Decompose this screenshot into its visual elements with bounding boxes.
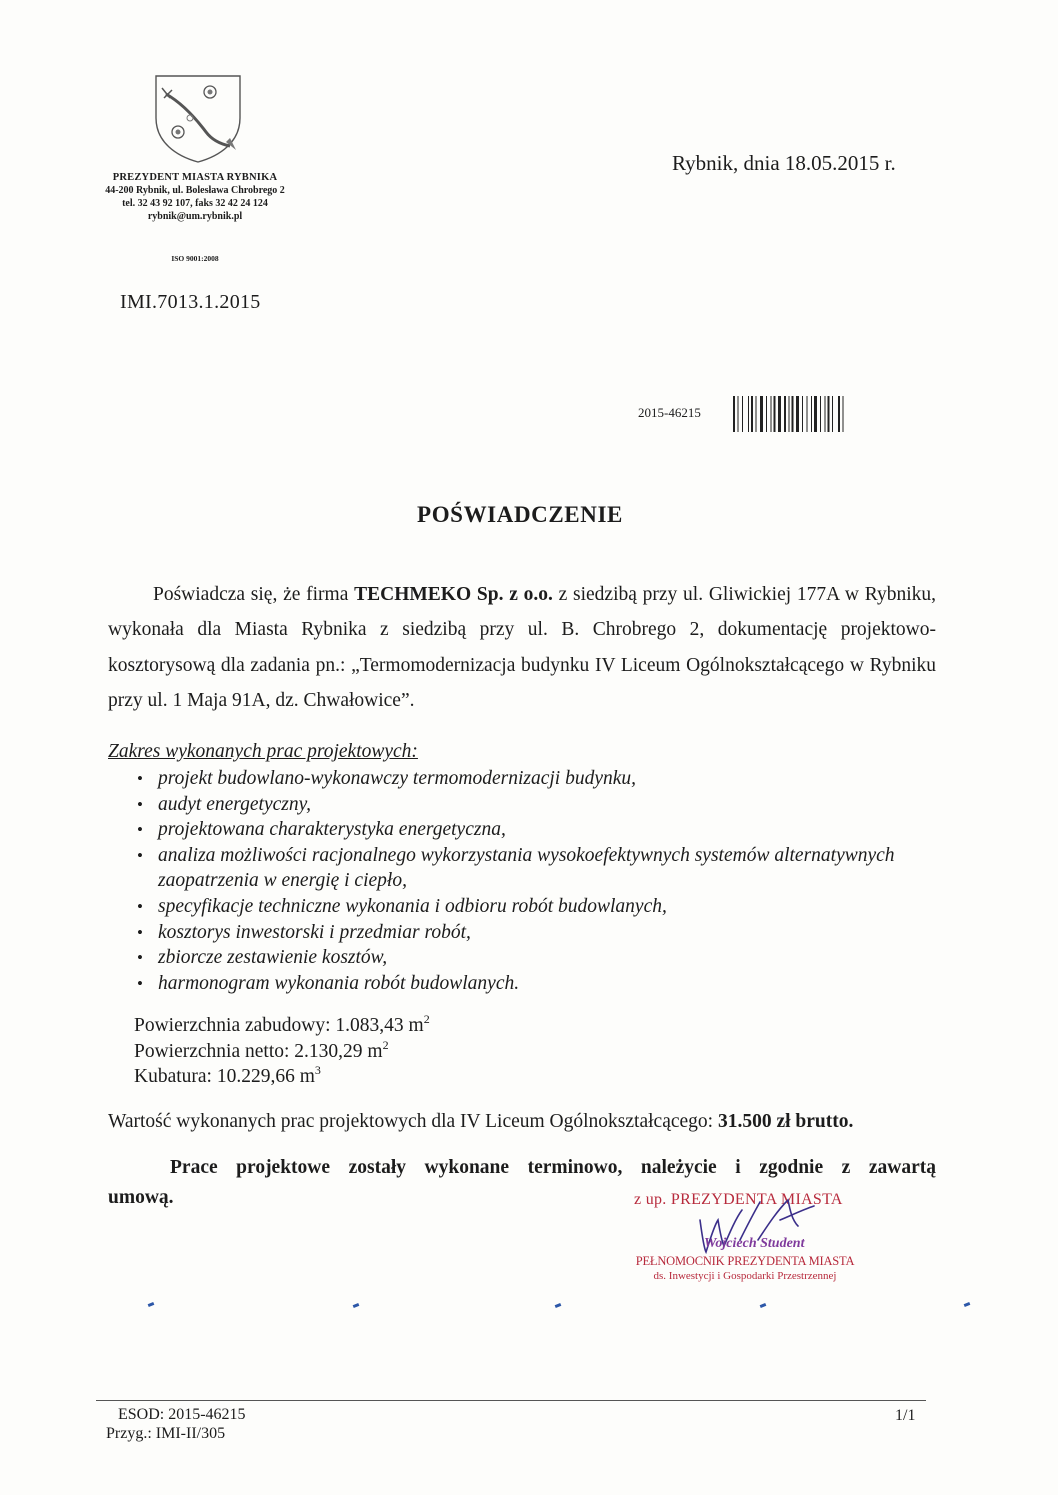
closing-statement: Prace projektowe zostały wykonane terminowo, należycie i zgodnie z zawartą: [170, 1157, 936, 1178]
scope-heading: Zakres wykonanych prac projektowych:: [108, 741, 418, 762]
scan-mark: [760, 1303, 767, 1308]
barcode: [733, 396, 889, 432]
scan-mark: [353, 1303, 360, 1308]
stamp-department: ds. Inwestycji i Gospodarki Przestrzennej: [653, 1270, 837, 1282]
stamp-authority: z up. PREZYDENTA MIASTA: [634, 1191, 843, 1208]
list-item: • projektowana charakterystyka energetyczna,: [108, 817, 938, 843]
registry-number: 2015-46215: [638, 405, 701, 420]
issuer-block: [70, 171, 320, 223]
scope-list: [108, 766, 938, 996]
issuer-address: 44-200 Rybnik, ul. Bolesława Chrobrego 2: [105, 185, 285, 196]
iso-certification: ISO 9001:2008: [171, 254, 219, 263]
building-metrics: [134, 1013, 430, 1090]
list-item: • analiza możliwości racjonalnego wykorzystania wysokoefektywnych systemów alternatywnych zaopatrzenia w energię i ciepło,: [108, 843, 938, 894]
page-number: 1/1: [895, 1407, 916, 1424]
footer-divider: [96, 1400, 926, 1401]
net-area: Powierzchnia netto: 2.130,29 $m^2$: [134, 1037, 389, 1062]
issuer-name: PREZYDENT MIASTA RYBNIKA: [112, 172, 278, 183]
volume: Kubatura: 10.229,66 $m^3$: [134, 1063, 321, 1087]
scan-mark: [555, 1303, 562, 1308]
issuer-email: rybnik@um.rybnik.pl: [147, 211, 243, 222]
list-item: • audyt energetyczny,: [108, 792, 938, 818]
document-title: POŚWIADCZENIE: [417, 502, 623, 527]
esod-number: ESOD: 2015-46215: [118, 1406, 246, 1423]
closing-statement-end: umową.: [108, 1187, 174, 1208]
paragraph-intro: Poświadcza się, że firma: [153, 584, 355, 605]
list-item: • projekt budowlano-wykonawczy termomodernizacji budynku,: [108, 766, 938, 792]
value-amount: 31.500 zł brutto.: [717, 1111, 854, 1132]
prepared-by: Przyg.: IMI-II/305: [106, 1425, 226, 1442]
signer-name: Wojciech Student: [704, 1236, 805, 1251]
list-item: • specyfikacje techniczne wykonania i odbioru robót budowlanych,: [108, 894, 938, 920]
stamp-title: PEŁNOMOCNIK PREZYDENTA MIASTA: [635, 1254, 855, 1268]
coat-of-arms-icon: [150, 72, 246, 164]
list-item: • kosztorys inwestorski i przedmiar robót,: [108, 920, 938, 946]
certification-paragraph: [108, 577, 936, 718]
scan-mark: [148, 1302, 155, 1307]
case-reference: IMI.7013.1.2015: [120, 291, 261, 313]
work-value: Wartość wykonanych prac projektowych dla IV Liceum Ogólnokształcącego: 31.500 zł brutto.: [108, 1111, 854, 1132]
built-area: Powierzchnia zabudowy: 1.083,43 $m^2$: [134, 1012, 430, 1036]
list-item: • zbiorcze zestawienie kosztów,: [108, 945, 938, 971]
issuer-phone: tel. 32 43 92 107, faks 32 42 24 124: [122, 198, 268, 209]
scan-mark: [964, 1302, 971, 1307]
list-item: • harmonogram wykonania robót budowlanych.: [108, 971, 938, 997]
company-name: TECHMEKO Sp. z o.o.: [354, 584, 553, 605]
place-date: Rybnik, dnia 18.05.2015 r.: [672, 151, 896, 175]
paragraph-rest: z siedzibą przy ul. Gliwickiej 177A w Rybniku, wykonała dla Miasta Rybnika z siedzibą przy ul. B. Chrobrego 2, dokumentację projektowo-kosztorysową dla zadania pn.: „Termomodernizacja budynku IV Liceum Ogólnokształcącego w Rybniku przy ul. 1 Maja 91A, dz. Chwałowice”.: [108, 584, 936, 711]
